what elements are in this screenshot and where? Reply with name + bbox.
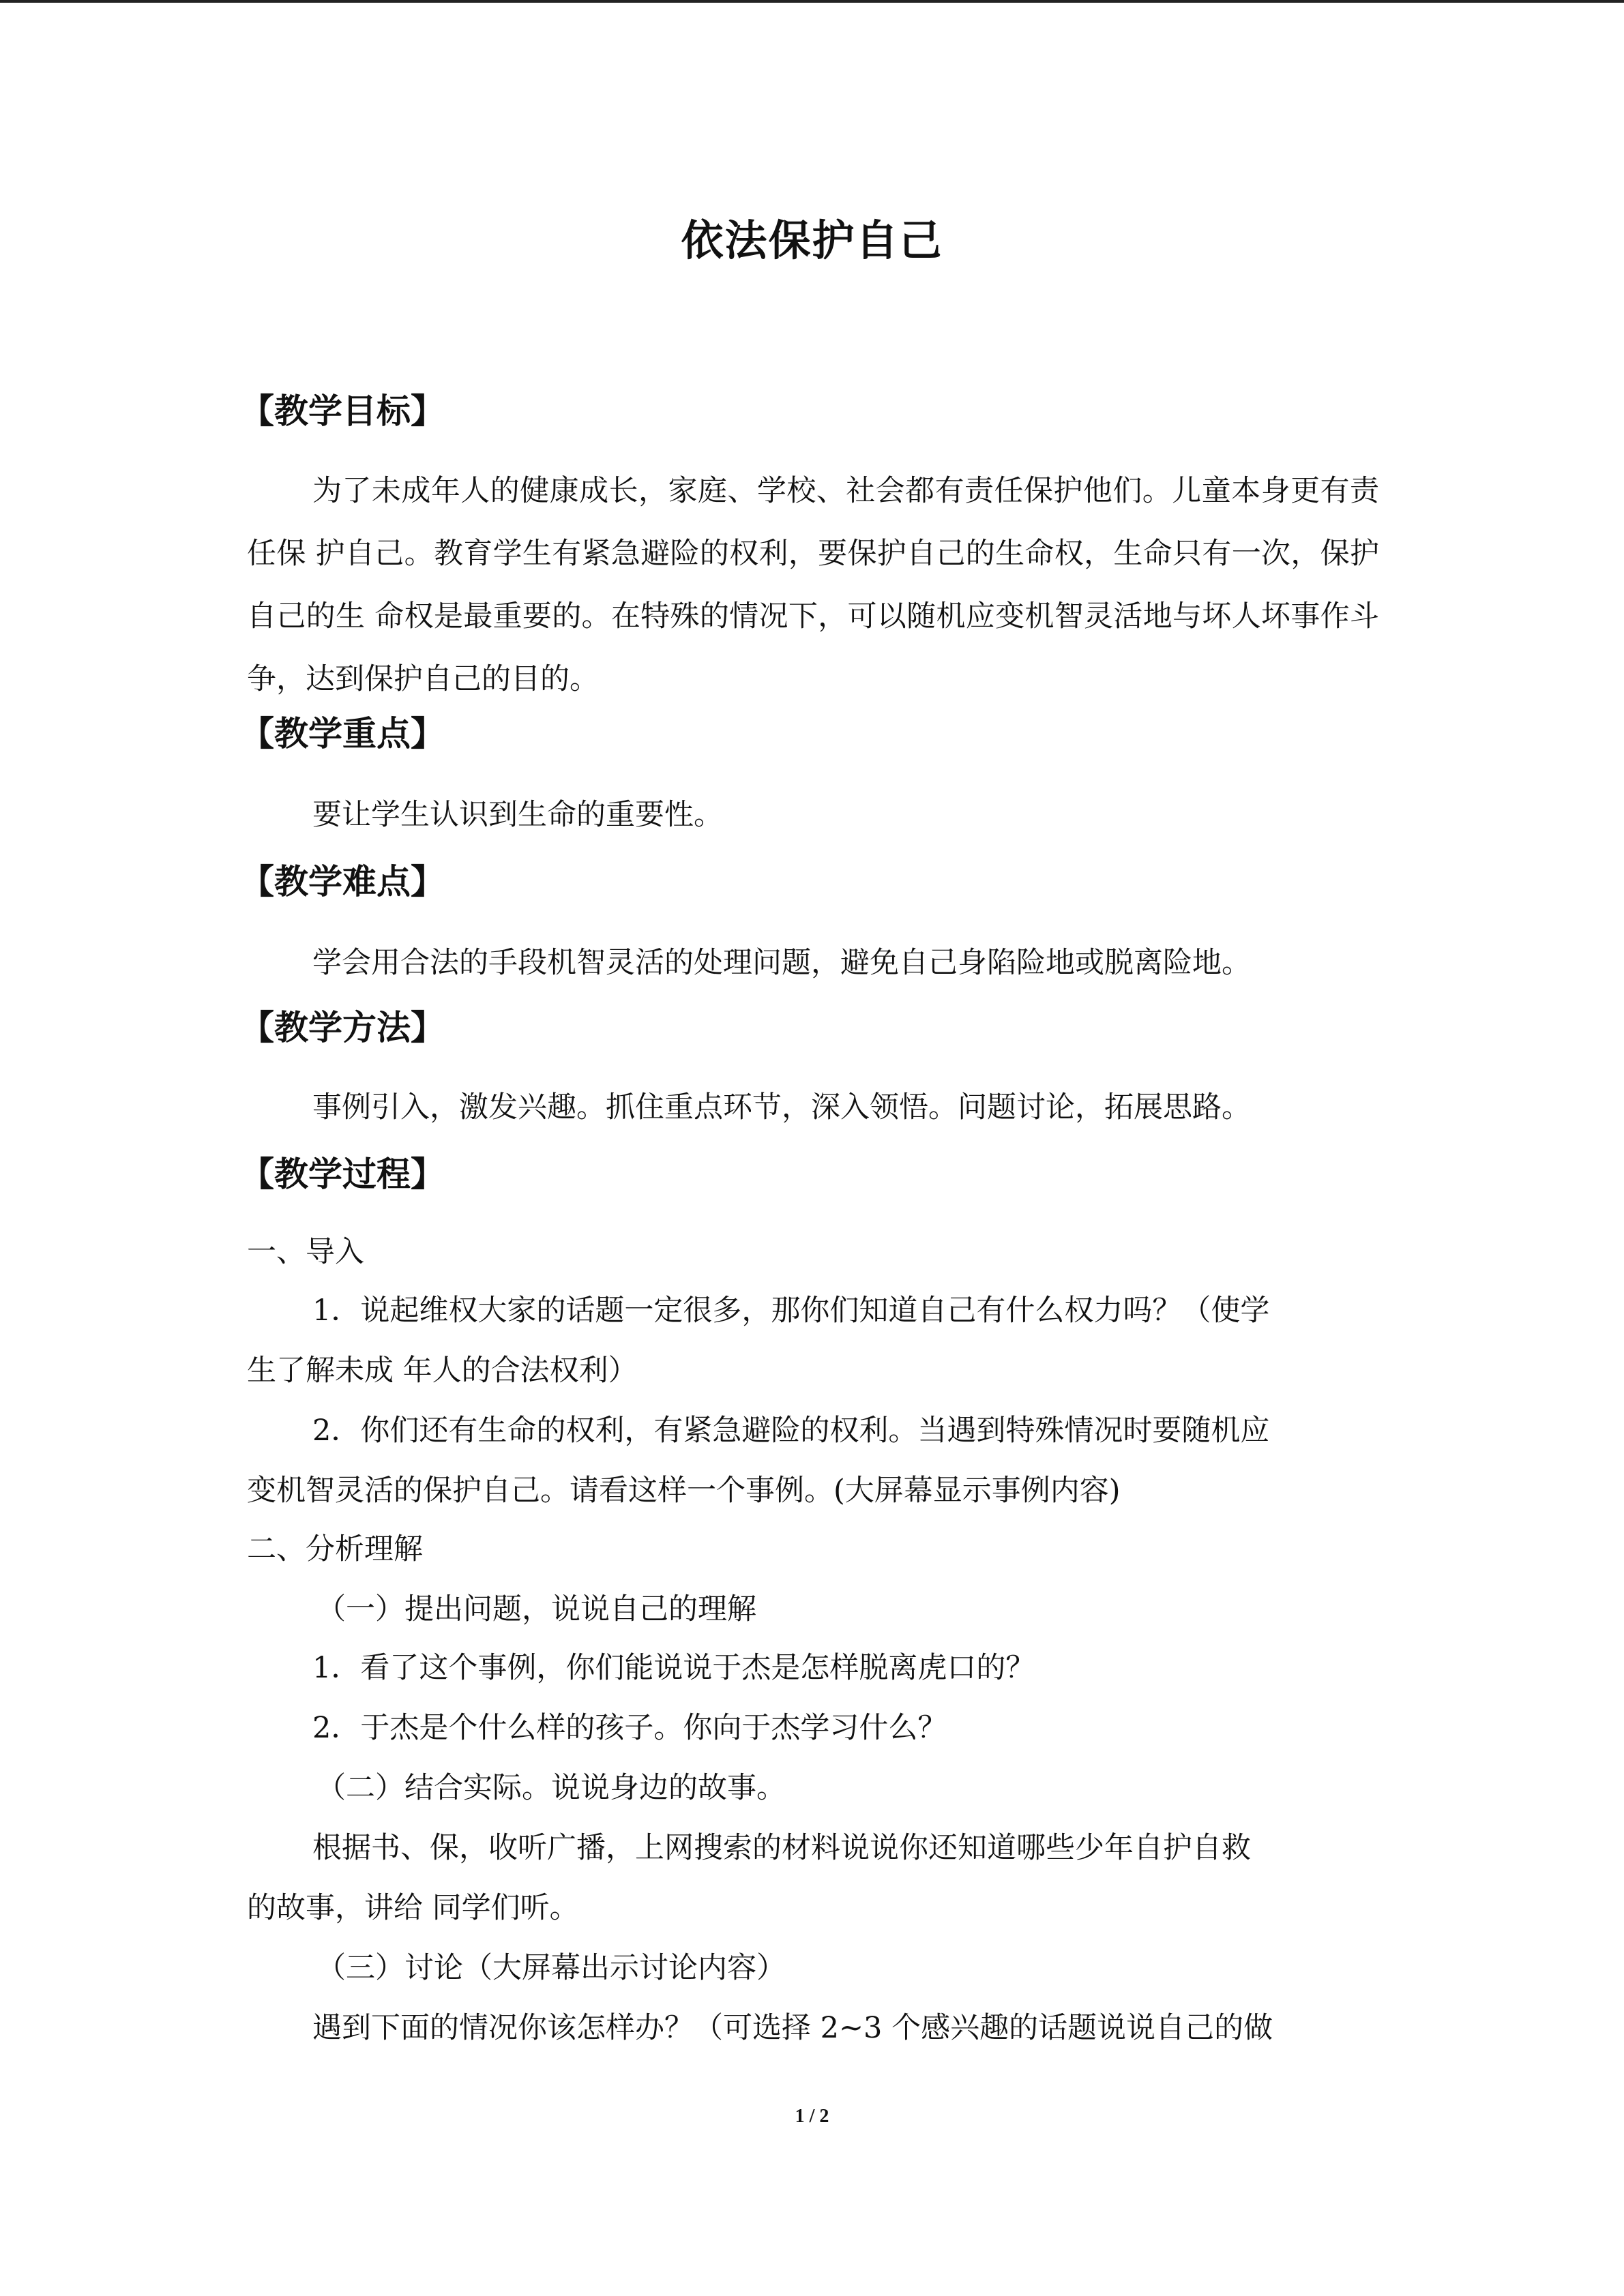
item2-line2: 变机智灵活的保护自己。请看这样一个事例。(大屏幕显示事例内容) — [247, 1474, 1121, 1508]
sub2-line2: 的故事，讲给 同学们听。 — [247, 1891, 579, 1925]
page-number: 1 / 2 — [795, 2106, 829, 2127]
sub2-title: （二）结合实际。说说身边的故事。 — [316, 1771, 786, 1805]
part1-title: 一、导入 — [247, 1235, 364, 1269]
sub3-title: （三）讨论（大屏幕出示讨论内容） — [316, 1951, 786, 1985]
part2-title: 二、分析理解 — [247, 1532, 423, 1566]
difficulties-body: 学会用合法的手段机智灵活的处理问题，避免自己身陷险地或脱离险地。 — [312, 946, 1251, 980]
document-title: 依法保护自己 — [681, 215, 943, 265]
methods-heading: 【教学方法】 — [240, 1008, 445, 1047]
key-points-heading: 【教学重点】 — [240, 714, 445, 754]
objectives-body: 为了未成年人的健康成长，家庭、学校、社会都有责任保护他们。儿童本身更有责任保 护自己。教育学生有紧急避险的权利，要保护自己的生命权，生命只有一次，保护自己的生 命权是最重要的。在特殊的情况下，可以随机应变机智灵活地与坏人坏事作斗争，达到保护自己的目的。 — [247, 474, 1379, 696]
item1-line2: 生了解未成 年人的合法权利） — [247, 1354, 638, 1388]
sub2-line1: 根据书、保，收听广播，上网搜索的材料说说你还知道哪些少年自护自救 — [312, 1831, 1251, 1865]
objectives-heading: 【教学目标】 — [240, 391, 445, 431]
key-points-body: 要让学生认识到生命的重要性。 — [312, 798, 723, 832]
methods-body: 事例引入，激发兴趣。抓住重点环节，深入领悟。问题讨论，拓展思路。 — [312, 1090, 1251, 1124]
sub1-question1: 1．看了这个事例，你们能说说于杰是怎样脱离虎口的？ — [312, 1651, 1035, 1685]
process-heading: 【教学过程】 — [240, 1154, 445, 1194]
top-border — [0, 0, 1624, 3]
difficulties-heading: 【教学难点】 — [240, 862, 445, 901]
sub3-line1: 遇到下面的情况你该怎样办？（可选择 2~3 个感兴趣的话题说说自己的做 — [312, 2011, 1273, 2045]
item1-line1: 1．说起维权大家的话题一定很多，那你们知道自己有什么权力吗？（使学 — [312, 1294, 1270, 1328]
sub1-title: （一）提出问题，说说自己的理解 — [316, 1592, 756, 1626]
item2-line1: 2．你们还有生命的权利，有紧急避险的权利。当遇到特殊情况时要随机应 — [312, 1414, 1270, 1448]
sub1-question2: 2．于杰是个什么样的孩子。你向于杰学习什么？ — [312, 1711, 947, 1745]
